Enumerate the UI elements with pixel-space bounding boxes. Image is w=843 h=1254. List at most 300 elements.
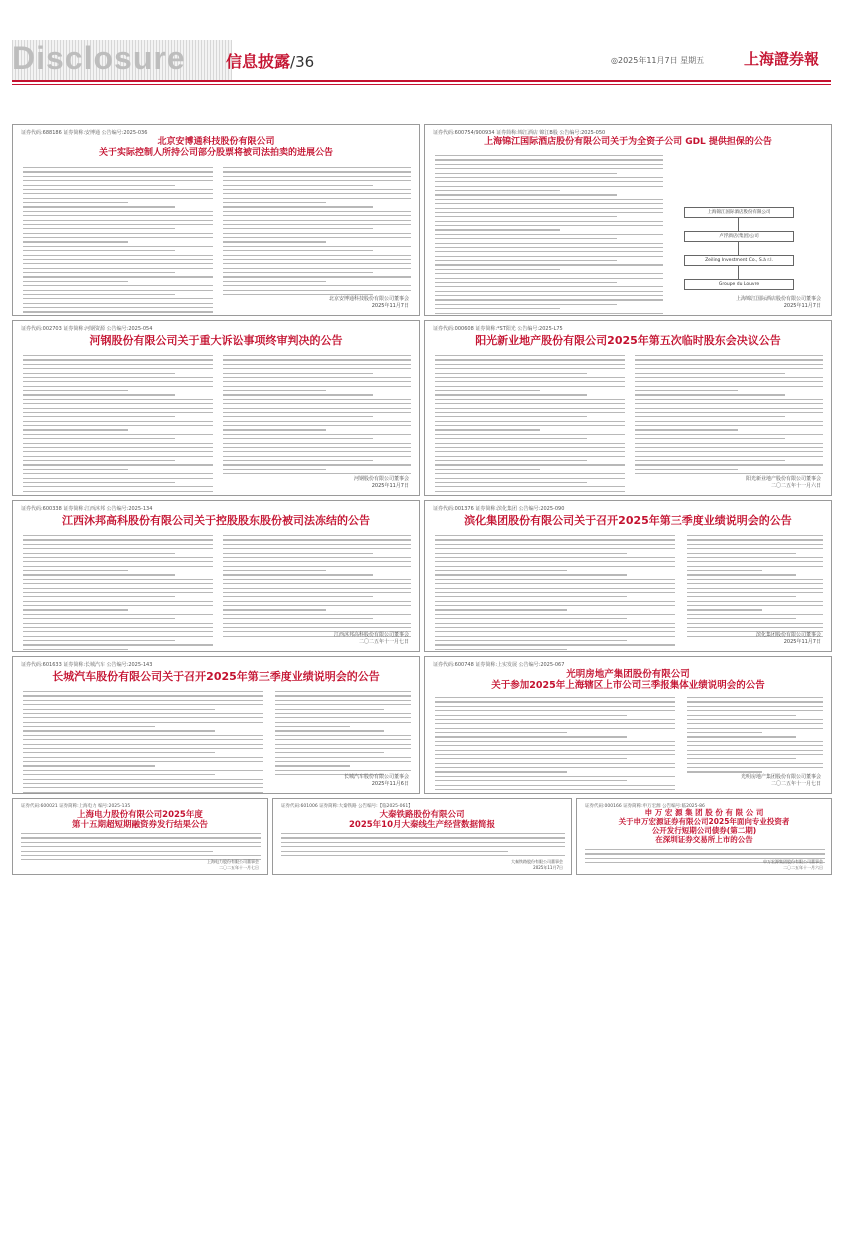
text-line — [223, 561, 411, 562]
text-line — [435, 649, 567, 650]
notice-body-col2 — [223, 535, 411, 640]
text-line — [23, 394, 175, 395]
text-line — [435, 758, 627, 759]
text-line — [23, 700, 263, 701]
section-title — [226, 49, 314, 72]
text-line — [223, 237, 411, 238]
text-line — [223, 228, 373, 229]
text-line — [23, 171, 213, 172]
text-line — [635, 399, 823, 400]
text-line — [435, 627, 675, 628]
text-line — [435, 553, 627, 554]
issue-date: ◎2025年11月7日 星期五 — [611, 56, 705, 65]
text-line — [23, 609, 128, 610]
text-line — [23, 211, 213, 212]
text-line — [275, 761, 411, 762]
text-line — [687, 627, 823, 628]
text-line — [23, 250, 175, 251]
text-line — [23, 779, 263, 780]
text-line — [223, 171, 411, 172]
text-line — [281, 851, 508, 852]
text-line — [635, 381, 823, 382]
text-line — [23, 574, 175, 575]
text-line — [23, 180, 213, 181]
notice-meta: 证券代码:601633 证券简称:长城汽车 公告编号:2025-143 — [21, 662, 153, 668]
text-line — [435, 390, 540, 391]
text-line — [435, 557, 675, 558]
text-line — [23, 303, 213, 304]
notice-daqin — [272, 798, 572, 875]
notice-body-col2 — [223, 355, 411, 478]
text-line — [223, 255, 411, 256]
text-line — [23, 605, 213, 606]
notice-signature: 上海锦江国际酒店股份有限公司董事会 2025年11月7日 — [735, 296, 821, 309]
text-line — [223, 359, 411, 360]
text-line — [223, 601, 411, 602]
text-line — [435, 438, 587, 439]
text-line — [223, 189, 411, 190]
text-line — [435, 269, 560, 270]
text-line — [23, 185, 175, 186]
notice-anbotong — [12, 124, 420, 316]
text-line — [687, 579, 823, 580]
text-line — [435, 596, 627, 597]
text-line — [635, 408, 823, 409]
text-line — [435, 251, 663, 252]
notice-signature: 阳光新业地产股份有限公司董事会 二〇二五年十一月六日 — [745, 476, 821, 489]
text-line — [687, 745, 823, 746]
text-line — [275, 730, 384, 731]
text-line — [435, 776, 675, 777]
text-line — [435, 566, 675, 567]
text-line — [435, 579, 675, 580]
text-line — [23, 722, 263, 723]
text-line — [435, 234, 663, 235]
notice-body-col2 — [687, 697, 823, 776]
text-line — [223, 464, 411, 465]
text-line — [435, 177, 663, 178]
text-line — [23, 735, 263, 736]
text-line — [223, 451, 411, 452]
newspaper-logo: 上海證券報 — [744, 50, 820, 68]
text-line — [23, 644, 213, 645]
text-line — [687, 706, 823, 707]
notice-signature: 大秦铁路股份有限公司董事会 2025年11月7日 — [511, 859, 563, 870]
text-line — [687, 605, 823, 606]
text-line — [687, 614, 823, 615]
text-line — [223, 206, 373, 207]
text-line — [23, 774, 215, 775]
flow-box: Zeiling Investment Co., S.à r.l. — [684, 255, 794, 266]
text-line — [435, 614, 675, 615]
flow-box: Groupe du Louvre — [684, 279, 794, 290]
text-line — [435, 168, 663, 169]
text-line — [23, 640, 175, 641]
flow-box: 上海锦江国际酒店股份有限公司 — [684, 207, 794, 218]
text-line — [223, 394, 373, 395]
text-line — [223, 180, 411, 181]
text-line — [635, 390, 738, 391]
text-line — [223, 176, 411, 177]
text-line — [635, 373, 785, 374]
text-line — [23, 263, 213, 264]
text-line — [23, 241, 128, 242]
notice-body — [435, 535, 675, 652]
text-line — [435, 355, 625, 356]
text-line — [223, 574, 373, 575]
text-line — [275, 717, 411, 718]
text-line — [435, 412, 625, 413]
notice-title: 江西沐邦高科股份有限公司关于控股股东股份被司法冻结的公告 — [62, 514, 370, 527]
text-line — [23, 469, 128, 470]
text-line — [435, 636, 675, 637]
text-line — [435, 190, 560, 191]
notice-meta: 证券代码:601006 证券简称:大秦铁路 公告编号:【临2025-061】 — [281, 804, 413, 809]
text-line — [223, 390, 326, 391]
text-line — [687, 557, 823, 558]
text-line — [687, 732, 762, 733]
text-line — [23, 259, 213, 260]
text-line — [687, 723, 823, 724]
text-line — [435, 429, 540, 430]
notice-title: 河钢股份有限公司关于重大诉讼事项终审判决的公告 — [89, 334, 343, 347]
text-line — [23, 408, 213, 409]
text-line — [687, 588, 823, 589]
text-line — [23, 601, 213, 602]
text-line — [687, 701, 823, 702]
notice-body — [23, 355, 213, 496]
masthead — [0, 0, 843, 92]
text-line — [223, 583, 411, 584]
text-line — [435, 447, 625, 448]
text-line — [635, 403, 823, 404]
text-line — [23, 566, 213, 567]
text-line — [223, 268, 411, 269]
text-line — [223, 211, 411, 212]
text-line — [21, 851, 213, 852]
notice-title: 上海锦江国际酒店股份有限公司关于为全资子公司 GDL 提供担保的公告 — [484, 137, 772, 147]
text-line — [435, 715, 627, 716]
text-line — [23, 691, 263, 692]
text-line — [223, 618, 373, 619]
text-line — [23, 473, 213, 474]
notice-body-col2 — [275, 691, 411, 779]
text-line — [23, 757, 263, 758]
text-line — [223, 469, 326, 470]
notice-body — [435, 355, 625, 496]
text-line — [635, 368, 823, 369]
text-line — [435, 601, 675, 602]
text-line — [23, 579, 213, 580]
notice-binhua — [424, 500, 832, 652]
text-line — [435, 159, 663, 160]
text-line — [435, 745, 675, 746]
notice-mubang — [12, 500, 420, 652]
text-line — [687, 553, 796, 554]
text-line — [275, 722, 411, 723]
text-line — [435, 473, 625, 474]
text-line — [435, 609, 567, 610]
text-line — [23, 206, 175, 207]
text-line — [23, 403, 213, 404]
text-line — [435, 408, 625, 409]
text-line — [281, 833, 565, 834]
text-line — [687, 750, 823, 751]
text-line — [223, 193, 411, 194]
text-line — [223, 460, 373, 461]
text-line — [23, 770, 263, 771]
section-name: 信息披露 — [226, 52, 291, 71]
notice-signature: 光明房地产集团股份有限公司董事会 二〇二五年十一月七日 — [740, 774, 821, 787]
text-line — [435, 399, 625, 400]
text-line — [223, 553, 373, 554]
text-line — [635, 386, 823, 387]
text-line — [23, 215, 213, 216]
text-line — [223, 246, 411, 247]
text-line — [435, 377, 625, 378]
text-line — [435, 640, 627, 641]
text-line — [435, 763, 675, 764]
text-line — [435, 359, 625, 360]
text-line — [435, 750, 675, 751]
notice-title: 上海电力股份有限公司2025年度 第十五期超短期融资券发行结果公告 — [71, 810, 208, 831]
notice-hegang — [12, 320, 420, 496]
text-line — [23, 548, 213, 549]
text-line — [223, 408, 411, 409]
text-line — [223, 412, 411, 413]
text-line — [435, 544, 675, 545]
text-line — [23, 189, 213, 190]
text-line — [435, 212, 663, 213]
text-line — [635, 460, 785, 461]
text-line — [687, 570, 762, 571]
notice-body — [281, 833, 565, 859]
text-line — [435, 561, 675, 562]
text-line — [23, 614, 213, 615]
notice-jinjiang — [424, 124, 832, 316]
text-line — [23, 713, 263, 714]
text-line — [23, 631, 213, 632]
text-line — [23, 592, 213, 593]
text-line — [223, 403, 411, 404]
text-line — [223, 377, 411, 378]
text-line — [223, 263, 411, 264]
text-line — [223, 548, 411, 549]
text-line — [435, 719, 675, 720]
notice-meta: 证券代码:001376 证券简称:滨化集团 公告编号:2025-090 — [433, 506, 565, 512]
text-line — [435, 199, 663, 200]
flow-box: 卢浮酒店(集团)公司 — [684, 231, 794, 242]
text-line — [223, 447, 411, 448]
text-line — [223, 259, 411, 260]
text-line — [21, 833, 261, 834]
text-line — [21, 855, 261, 856]
text-line — [435, 451, 625, 452]
text-line — [435, 644, 675, 645]
text-line — [435, 421, 625, 422]
flow-arrow — [738, 242, 739, 255]
text-line — [435, 710, 675, 711]
text-line — [23, 627, 213, 628]
text-line — [687, 719, 823, 720]
text-line — [435, 221, 663, 222]
text-line — [23, 176, 213, 177]
text-line — [223, 596, 373, 597]
text-line — [687, 609, 762, 610]
text-line — [21, 846, 261, 847]
notice-meta: 证券代码:000608 证券简称:*ST阳光 公告编号:2025-L75 — [433, 326, 563, 332]
text-line — [435, 286, 663, 287]
text-line — [635, 425, 823, 426]
notice-body — [435, 697, 675, 793]
text-line — [23, 752, 215, 753]
text-line — [23, 761, 263, 762]
text-line — [23, 307, 213, 308]
text-line — [435, 225, 663, 226]
text-line — [223, 167, 411, 168]
text-line — [223, 438, 373, 439]
notice-signature: 江西沐邦高科股份有限公司董事会 二〇二五年十一月七日 — [333, 632, 409, 645]
text-line — [223, 609, 326, 610]
text-line — [435, 208, 663, 209]
text-line — [435, 728, 675, 729]
text-line — [435, 273, 663, 274]
text-line — [635, 469, 738, 470]
text-line — [435, 216, 617, 217]
text-line — [23, 355, 213, 356]
text-line — [435, 623, 675, 624]
text-line — [687, 736, 796, 737]
notice-signature: 长城汽车股份有限公司董事会 2025年11月6日 — [343, 774, 409, 787]
text-line — [275, 757, 411, 758]
brand-wordmark: Disclosure — [12, 40, 186, 76]
text-line — [23, 281, 128, 282]
text-line — [23, 730, 215, 731]
text-line — [435, 605, 675, 606]
text-line — [23, 695, 263, 696]
notice-title: 北京安博通科技股份有限公司 关于实际控制人所持公司部分股票将被司法拍卖的进展公告 — [98, 137, 333, 158]
text-line — [275, 752, 384, 753]
text-line — [223, 566, 411, 567]
text-line — [223, 250, 373, 251]
text-line — [687, 618, 796, 619]
text-line — [23, 255, 213, 256]
notice-signature: 申万宏源集团股份有限公司董事会 二〇二五年十一月六日 — [763, 859, 823, 870]
text-line — [435, 256, 663, 257]
text-line — [275, 695, 411, 696]
text-line — [23, 228, 175, 229]
text-line — [223, 429, 326, 430]
text-line — [23, 167, 213, 168]
text-line — [23, 739, 263, 740]
text-line — [635, 443, 823, 444]
text-line — [435, 181, 663, 182]
text-line — [687, 548, 823, 549]
notice-body — [435, 155, 663, 316]
text-line — [23, 373, 175, 374]
text-line — [281, 846, 565, 847]
flow-arrow — [738, 266, 739, 279]
text-line — [435, 736, 627, 737]
text-line — [635, 456, 823, 457]
text-line — [23, 311, 213, 312]
text-line — [435, 381, 625, 382]
text-line — [23, 447, 213, 448]
text-line — [635, 359, 823, 360]
text-line — [687, 596, 796, 597]
text-line — [435, 278, 663, 279]
text-line — [23, 416, 175, 417]
text-line — [223, 614, 411, 615]
notice-meta: 证券代码:002703 证券简称:河钢资源 公告编号:2025-054 — [21, 326, 153, 332]
text-line — [435, 732, 567, 733]
text-line — [23, 421, 213, 422]
text-line — [23, 193, 213, 194]
text-line — [435, 789, 675, 790]
text-line — [223, 224, 411, 225]
text-line — [23, 298, 213, 299]
text-line — [275, 735, 411, 736]
notice-signature: 北京安博通科技股份有限公司董事会 2025年11月7日 — [328, 296, 409, 309]
text-line — [223, 355, 411, 356]
text-line — [223, 544, 411, 545]
text-line — [435, 203, 663, 204]
text-line — [23, 386, 213, 387]
text-line — [23, 268, 213, 269]
text-line — [435, 386, 625, 387]
text-line — [23, 425, 213, 426]
text-line — [23, 456, 213, 457]
text-line — [223, 421, 411, 422]
text-line — [23, 748, 263, 749]
text-line — [435, 574, 627, 575]
text-line — [223, 276, 411, 277]
notice-meta: 证券代码:600754/900934 证券简称:锦江酒店 锦江B股 公告编号:2025-050 — [433, 130, 606, 136]
text-line — [223, 539, 411, 540]
notice-title: 申 万 宏 源 集 团 股 份 有 限 公 司 关于申万宏源证券有限公司2025年面向专业投资者 公开发行短期公司债券(第二期) 在深圳证券交易所上市的公告 — [618, 808, 790, 844]
text-line — [275, 744, 411, 745]
text-line — [23, 434, 213, 435]
notice-signature: 上海电力股份有限公司董事会 二〇二五年十一月七日 — [207, 859, 259, 870]
text-line — [23, 636, 213, 637]
text-line — [223, 557, 411, 558]
text-line — [23, 429, 128, 430]
text-line — [435, 785, 675, 786]
text-line — [223, 570, 326, 571]
text-line — [275, 726, 350, 727]
text-line — [435, 592, 675, 593]
text-line — [23, 381, 213, 382]
text-line — [223, 202, 326, 203]
text-line — [435, 535, 675, 536]
text-line — [435, 583, 675, 584]
text-line — [23, 588, 213, 589]
text-line — [687, 566, 823, 567]
text-line — [223, 368, 411, 369]
text-line — [23, 276, 213, 277]
text-line — [435, 194, 617, 195]
text-line — [435, 364, 625, 365]
text-line — [635, 355, 823, 356]
text-line — [435, 469, 540, 470]
text-line — [687, 544, 823, 545]
text-line — [223, 198, 411, 199]
text-line — [23, 198, 213, 199]
text-line — [435, 460, 587, 461]
text-line — [687, 583, 823, 584]
text-line — [435, 723, 675, 724]
text-line — [23, 535, 213, 536]
